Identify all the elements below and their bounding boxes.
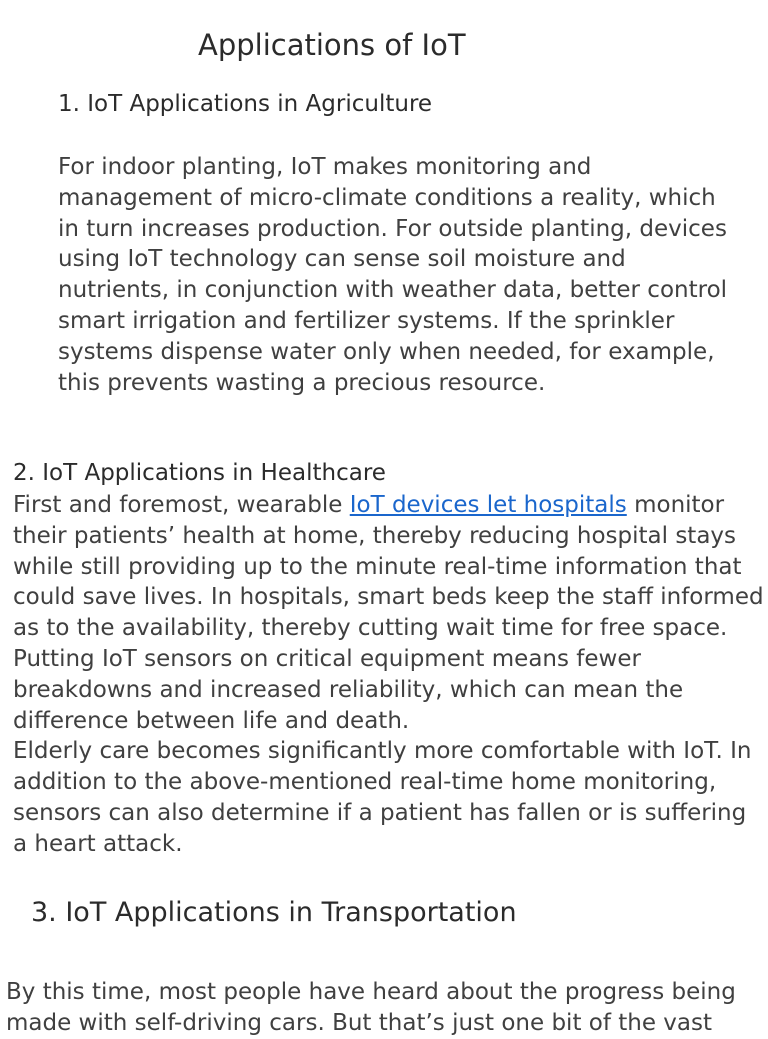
- page-title: Applications of IoT: [198, 28, 466, 62]
- healthcare-intro-text: First and foremost, wearable: [13, 492, 350, 518]
- iot-devices-link[interactable]: IoT devices let hospitals: [349, 492, 627, 518]
- healthcare-text-after-link: monitor their patients’ health at home, thereby reducing hospital stays while still providing up to the minute real-time information that could save lives. In hospitals, smart beds keep the staff informed as to the availability, thereby cutting wait time for free space. Putting IoT sensors on critical equipment means fewer breakdowns and increased reliability, which can mean the difference between life and death.: [13, 492, 764, 734]
- agriculture-paragraph: For indoor planting, IoT makes monitoring and management of micro-climate conditions a reality, which in turn increases production. For outside planting, devices using IoT technology can sense soil moisture and nutrients, in conjunction with weather data, better control smart irrigation and fertilizer systems. If the sprinkler systems dispense water only when needed, for example, this prevents wasting a precious resource.: [58, 154, 728, 396]
- healthcare-elderly-text: Elderly care becomes significantly more comfortable with IoT. In addition to the above-mentioned real-time home monitoring, sensors can also determine if a patient has fallen or is suffering a heart attack.: [13, 738, 752, 857]
- transportation-paragraph: By this time, most people have heard about the progress being made with self-driving cars. But that’s just one bit of the vast: [6, 979, 736, 1036]
- section-heading-agriculture: 1. IoT Applications in Agriculture: [58, 91, 433, 117]
- section-heading-healthcare: 2. IoT Applications in Healthcare: [13, 460, 386, 486]
- healthcare-paragraph: [13, 490, 765, 860]
- section-heading-transportation: 3. IoT Applications in Transportation: [31, 897, 517, 928]
